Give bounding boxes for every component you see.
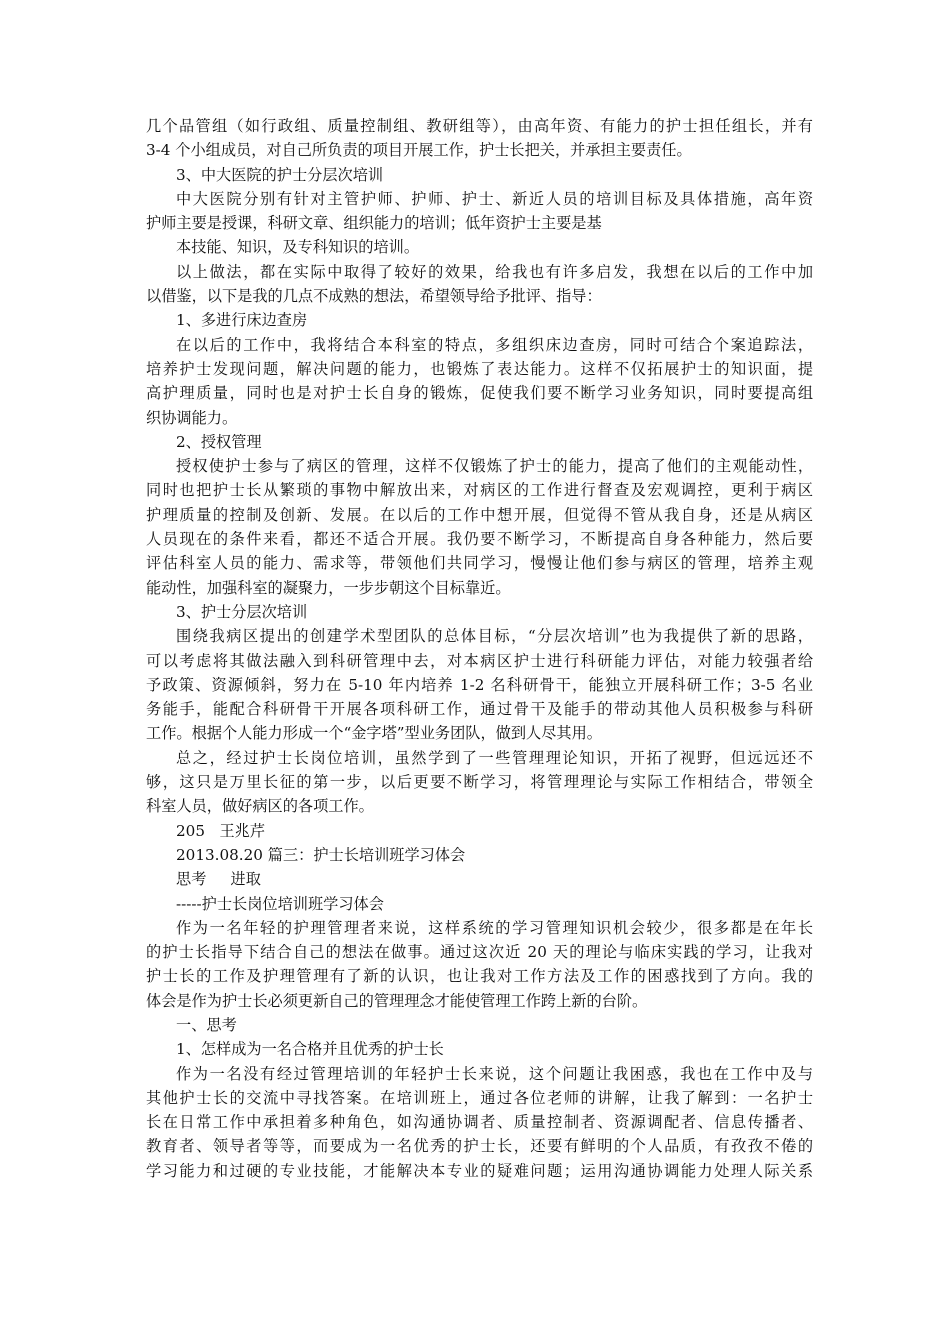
text-line: 能动性，加强科室的凝聚力，一步步朝这个目标靠近。 — [146, 578, 511, 597]
text-line: 学习能力和过硬的专业技能，才能解决本专业的疑难问题；运用沟通协调能力处理人际关系 — [146, 1161, 813, 1180]
text-line: 一、思考 — [176, 1015, 237, 1034]
text-line: 1、多进行床边查房 — [176, 311, 308, 330]
text-line: 织协调能力。 — [146, 408, 238, 427]
text-line: 高护理质量，同时也是对护士长自身的锻炼，促使我们要不断学习业务知识，同时要提高组 — [146, 384, 813, 403]
text-line: 几个品管组（如行政组、质量控制组、教研组等），由高年资、有能力的护士担任组长，并有 — [146, 117, 813, 135]
text-line: 中大医院分别有针对主管护师、护师、护士、新近人员的培训目标及具体措施，高年资 — [176, 189, 813, 208]
text-line: 人员现在的条件来看，都还不适合开展。我仍要不断学习，不断提高自身各种能力，然后要 — [146, 530, 813, 549]
text-line: 作为一名年轻的护理管理者来说，这样系统的学习管理知识机会较少，很多都是在年长 — [176, 918, 813, 937]
text-line: -----护士长岗位培训班学习体会 — [176, 894, 384, 913]
text-line: 予政策、资源倾斜，努力在 5-10 年内培养 1-2 名科研骨干，能独立开展科研工作；3-5 名业 — [146, 675, 813, 694]
text-line: 护师主要是授课，科研文章、组织能力的培训；低年资护士主要是基 — [146, 214, 602, 233]
text-line: 其他护士长的交流中寻找答案。在培训班上，通过各位老师的讲解，让我了解到：一名护士 — [146, 1088, 813, 1107]
text-line: 3、护士分层次培训 — [176, 602, 308, 621]
text-line: 2、授权管理 — [176, 432, 262, 451]
text-line: 作为一名没有经过管理培训的年轻护士长来说，这个问题让我困惑，我也在工作中及与 — [176, 1064, 813, 1083]
text-line: 总之，经过护士长岗位培训，虽然学到了一些管理理论知识，开拓了视野，但远远还不 — [176, 748, 813, 767]
text-line: 围绕我病区提出的创建学术型团队的总体目标，“分层次培训”也为我提供了新的思路， — [176, 627, 813, 646]
text-line: 工作。根据个人能力形成一个“金字塔”型业务团队，做到人尽其用。 — [146, 724, 602, 743]
text-line: 体会是作为护士长必须更新自己的管理理念才能使管理工作跨上新的台阶。 — [146, 991, 648, 1010]
document-page — [146, 114, 813, 1183]
text-line: 思考 进取 — [176, 870, 261, 889]
text-line: 的护士长指导下结合自己的想法在做事。通过这次近 20 天的理论与临床实践的学习，让我对 — [146, 943, 813, 962]
text-line: 长在日常工作中承担着多种角色，如沟通协调者、质量控制者、资源调配者、信息传播者、 — [146, 1113, 813, 1132]
text-line: 同时也把护士长从繁琐的事物中解放出来，对病区的工作进行督查及宏观调控，更利于病区 — [146, 481, 813, 500]
text-line: 1、怎样成为一名合格并且优秀的护士长 — [176, 1040, 444, 1059]
text-line: 护理质量的控制及创新、发展。在以后的工作中想开展，但觉得不管从我自身，还是从病区 — [146, 505, 813, 524]
text-line: 科室人员，做好病区的各项工作。 — [146, 797, 374, 816]
text-line: 3、中大医院的护士分层次培训 — [176, 165, 384, 184]
text-line: 可以考虑将其做法融入到科研管理中去，对本病区护士进行科研能力评估，对能力较强者给 — [146, 651, 813, 670]
text-line: 本技能、知识，及专科知识的培训。 — [176, 238, 419, 257]
text-line: 教育者、领导者等等，而要成为一名优秀的护士长，还要有鲜明的个人品质，有孜孜不倦的 — [146, 1137, 813, 1156]
text-line: 评估科室人员的能力、需求等，带领他们共同学习，慢慢让他们参与病区的管理，培养主观 — [146, 554, 813, 573]
text-line: 以借鉴，以下是我的几点不成熟的想法，希望领导给予批评、指导： — [146, 287, 602, 306]
text-line: 在以后的工作中，我将结合本科室的特点，多组织床边查房，同时可结合个案追踪法， — [176, 335, 813, 354]
text-line: 3-4 个小组成员，对自己所负责的项目开展工作，护士长把关，并承担主要责任。 — [146, 141, 692, 160]
text-line: 护士长的工作及护理管理有了新的认识，也让我对工作方法及工作的困惑找到了方向。我的 — [146, 967, 813, 986]
text-line: 够，这只是万里长征的第一步，以后更要不断学习，将管理理论与实际工作相结合，带领全 — [146, 773, 813, 792]
text-line: 授权使护士参与了病区的管理，这样不仅锻炼了护士的能力，提高了他们的主观能动性， — [176, 457, 813, 476]
text-line: 培养护士发现问题，解决问题的能力，也锻炼了表达能力。这样不仅拓展护士的知识面，提 — [146, 359, 813, 378]
text-line: 务能手，能配合科研骨干开展各项科研工作，通过骨干及能手的带动其他人员积极参与科研 — [146, 700, 813, 719]
text-line: 2013.08.20 篇三：护士长培训班学习体会 — [176, 845, 466, 864]
text-line: 以上做法，都在实际中取得了较好的效果，给我也有许多启发，我想在以后的工作中加 — [176, 262, 813, 281]
text-line: 205 王兆芹 — [176, 821, 266, 840]
